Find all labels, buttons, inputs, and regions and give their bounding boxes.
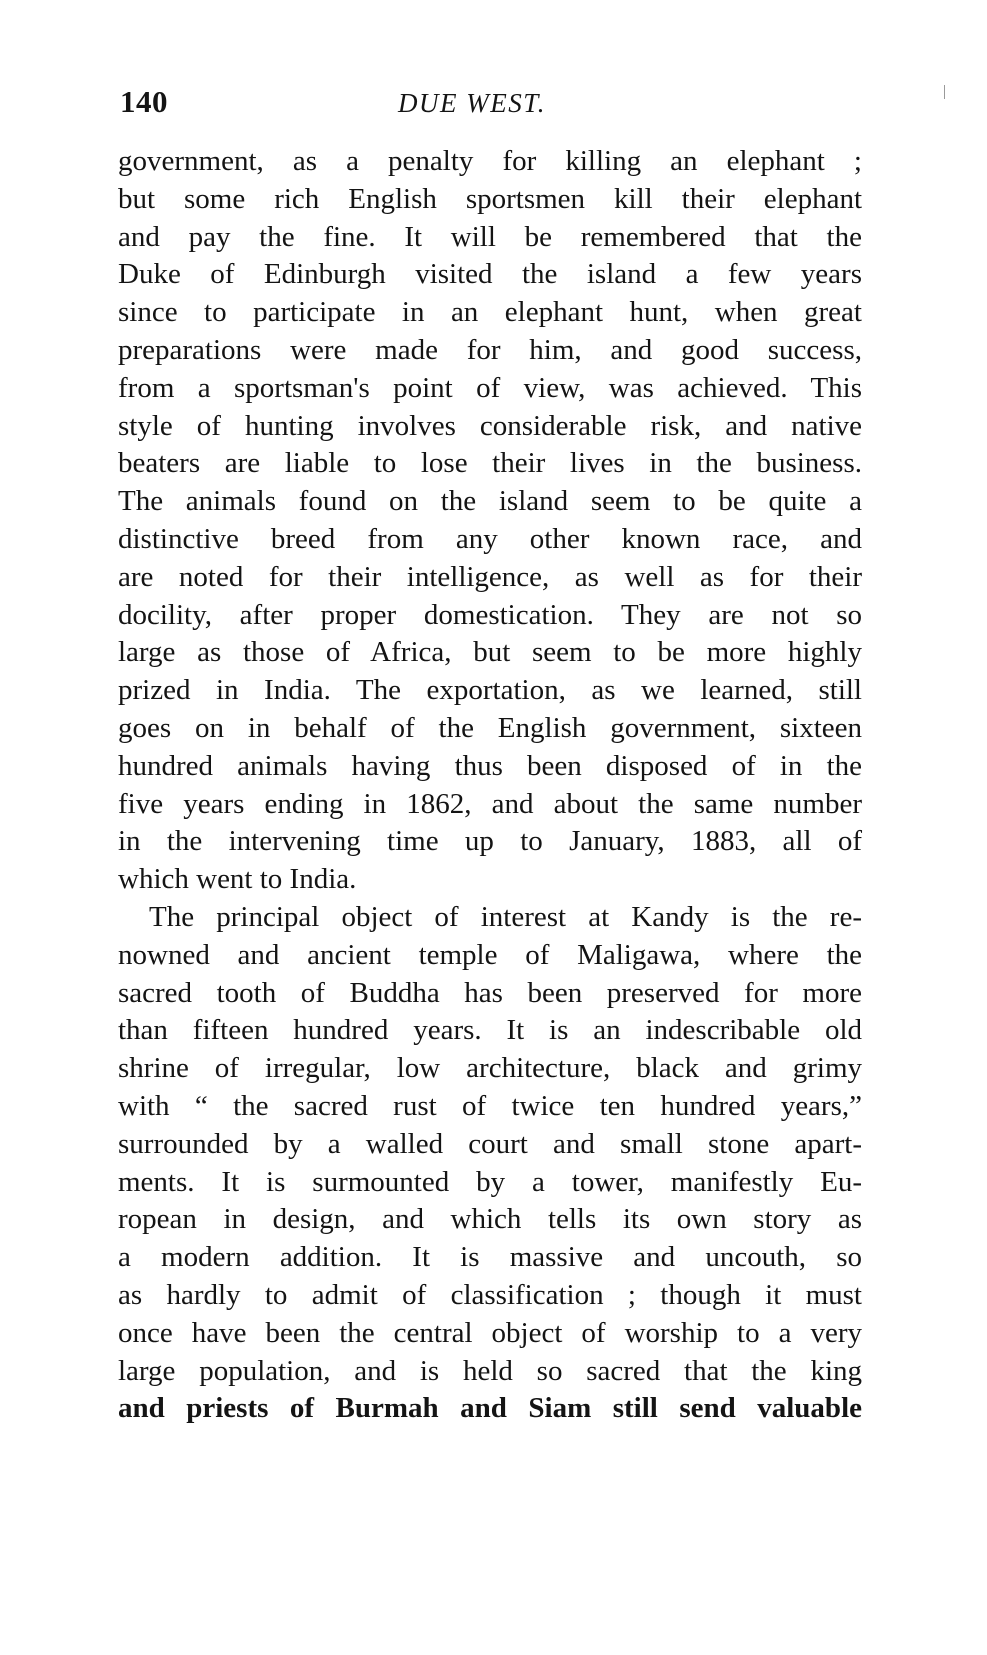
text-line: but some rich English sportsmen kill their elephant bbox=[118, 182, 862, 215]
text-line: ropean in design, and which tells its own story as bbox=[118, 1203, 862, 1236]
text-line: once have been the central object of worship to a very bbox=[118, 1316, 862, 1349]
text-line: a modern addition. It is massive and uncouth, so bbox=[118, 1241, 862, 1274]
text-line: The principal object of interest at Kandy is the re- bbox=[149, 900, 862, 933]
text-line: shrine of irregular, low architecture, black and grimy bbox=[118, 1052, 862, 1085]
text-line: with “ the sacred rust of twice ten hundred years,” bbox=[118, 1089, 862, 1122]
paragraph bbox=[118, 899, 862, 1428]
text-line: distinctive breed from any other known race, and bbox=[118, 522, 862, 555]
text-line: style of hunting involves considerable risk, and native bbox=[118, 409, 862, 442]
paragraph bbox=[118, 143, 862, 899]
text-line: hundred animals having thus been disposed of in the bbox=[118, 749, 862, 782]
text-line: five years ending in 1862, and about the same number bbox=[118, 787, 862, 820]
text-line: large population, and is held so sacred that the king bbox=[118, 1354, 862, 1387]
text-line: government, as a penalty for killing an elephant ; bbox=[118, 145, 862, 177]
text-line: docility, after proper domestication. They are not so bbox=[118, 598, 862, 631]
text-line: sacred tooth of Buddha has been preserved for more bbox=[118, 976, 862, 1009]
margin-mark bbox=[944, 85, 945, 99]
text-line: and priests of Burmah and Siam still send valuable bbox=[118, 1392, 862, 1425]
text-line: The animals found on the island seem to be quite a bbox=[118, 485, 862, 518]
text-line: are noted for their intelligence, as well as for their bbox=[118, 560, 862, 593]
text-line: which went to India. bbox=[118, 863, 357, 896]
text-line: ments. It is surmounted by a tower, manifestly Eu- bbox=[118, 1165, 862, 1198]
text-line: Duke of Edinburgh visited the island a few years bbox=[118, 258, 862, 291]
text-line: large as those of Africa, but seem to be more highly bbox=[118, 636, 862, 669]
text-line: from a sportsman's point of view, was achieved. This bbox=[118, 371, 862, 404]
text-line: than fifteen hundred years. It is an indescribable old bbox=[118, 1014, 862, 1047]
text-line: and pay the fine. It will be remembered that the bbox=[118, 220, 862, 253]
page-number: 140 bbox=[120, 84, 168, 119]
body-text bbox=[118, 143, 862, 1428]
text-line: since to participate in an elephant hunt, when great bbox=[118, 296, 862, 329]
text-line: preparations were made for him, and good success, bbox=[118, 333, 862, 366]
text-line: in the intervening time up to January, 1883, all of bbox=[118, 825, 862, 858]
text-line: surrounded by a walled court and small stone apart- bbox=[118, 1127, 862, 1160]
text-line: nowned and ancient temple of Maligawa, where the bbox=[118, 938, 862, 971]
text-line: as hardly to admit of classification ; though it must bbox=[118, 1278, 862, 1311]
page-header bbox=[120, 84, 862, 128]
text-line: beaters are liable to lose their lives in the business. bbox=[118, 447, 862, 480]
text-line: goes on in behalf of the English government, sixteen bbox=[118, 711, 862, 744]
text-line: prized in India. The exportation, as we learned, still bbox=[118, 674, 862, 707]
running-title: DUE WEST. bbox=[398, 88, 546, 118]
